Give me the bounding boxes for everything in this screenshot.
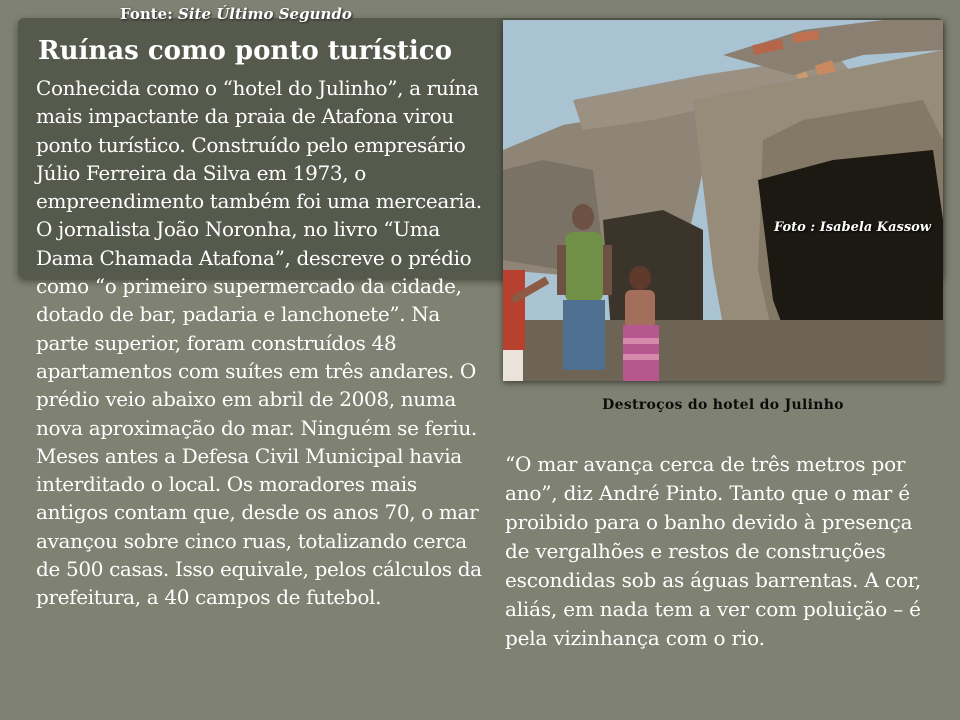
ruins-illustration (503, 20, 943, 381)
source-site: Site Último Segundo (177, 5, 352, 23)
ruins-photo (503, 20, 943, 381)
source-prefix: Fonte: (120, 5, 178, 23)
source-credit (120, 5, 352, 23)
photo-credit: Foto : Isabela Kassow (773, 220, 931, 235)
body-text-right: “O mar avança cerca de três metros por ano”, diz André Pinto. Tanto que o mar é proibido para o banho devido à presença de vergalhões e restos de construções escondidas sob as águas barrentas. A cor, aliás, em nada tem a ver com poluição – é pela vizinhança com o rio. (505, 452, 921, 650)
body-text-left: Conhecida como o “hotel do Julinho”, a ruína mais impactante da praia de Atafona virou ponto turístico. Construído pelo empresário Júlio Ferreira da Silva em 1973, o empreendimento também foi uma mercearia. O jornalista João Noronha, no livro “Uma Dama Chamada Atafona”, descreve o prédio como “o primeiro supermercado da cidade, dotado de bar, padaria e lanchonete”. Na parte superior, foram construídos 48 apartamentos com suítes em três andares. O prédio veio abaixo em abril de 2008, numa nova aproximação do mar. Ninguém se feriu. Meses antes a Defesa Civil Municipal havia interditado o local. Os moradores mais antigos contam que, desde os anos 70, o mar avançou sobre cinco ruas, totalizando cerca de 500 casas. Isso equivale, pelos cálculos da prefeitura, a 40 campos de futebol. (36, 76, 482, 610)
photo-caption: Destroços do hotel do Julinho (602, 397, 844, 413)
slide-title: Ruínas como ponto turístico (38, 36, 452, 66)
